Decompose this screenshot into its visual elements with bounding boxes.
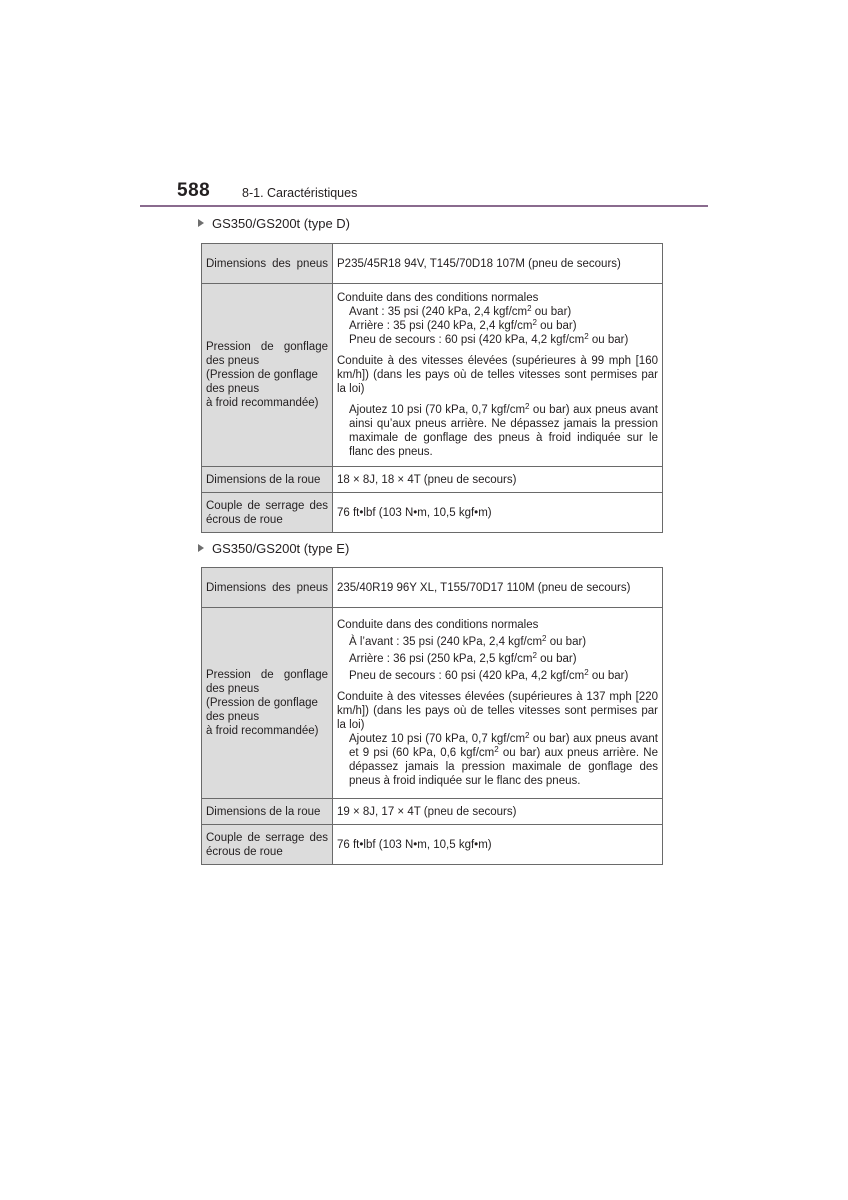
section-title: 8-1. Caractéristiques — [242, 186, 358, 200]
section-heading-text: GS350/GS200t (type E) — [212, 541, 350, 556]
page-header — [174, 176, 708, 210]
triangle-bullet-icon — [198, 219, 204, 227]
table-row-wheel — [202, 799, 663, 825]
spec-table-type-e — [201, 567, 663, 865]
high-speed-text: Conduite à des vitesses élevées (supérieures à 137 mph [220 km/h]) (dans les pays où de telles vitesses sont permises par la loi) — [337, 691, 658, 731]
torque-label: Couple de serrage des écrous de roue — [202, 825, 333, 865]
wheel-value: 18 × 8J, 18 × 4T (pneu de secours) — [333, 467, 663, 493]
torque-value: 76 ft•lbf (103 N•m, 10,5 kgf•m) — [333, 825, 663, 865]
torque-label: Couple de serrage des écrous de roue — [202, 493, 333, 533]
table-row-pressure — [202, 608, 663, 799]
torque-value: 76 ft•lbf (103 N•m, 10,5 kgf•m) — [333, 493, 663, 533]
section-heading-type-d — [198, 216, 350, 231]
wheel-label: Dimensions de la roue — [202, 799, 333, 825]
table-row-pressure — [202, 284, 663, 467]
header-rule — [140, 205, 708, 207]
spare-pressure: Pneu de secours : 60 psi (420 kPa, 4,2 kgf/$cm^2$ ou bar) — [349, 668, 629, 682]
pressure-label: Pression de gonflage des pneus (Pression de gonflage des pneus à froid recommandée) — [202, 284, 333, 467]
front-pressure: Avant : 35 psi (240 kPa, 2,4 kgf/$cm^2$ ou bar) — [349, 304, 572, 318]
pressure-label: Pression de gonflage des pneus (Pression de gonflage des pneus à froid recommandée) — [202, 608, 333, 799]
page-number: 588 — [177, 180, 211, 201]
add-pressure-text: Ajoutez 10 psi (70 kPa, 0,7 kgf/$cm^2$ ou bar) aux pneus avant ainsi qu’aux pneus arrière. Ne dépassez jamais la pression maximale de gonflage des pneus à froid indiquée sur le flanc des pneus. — [349, 402, 658, 458]
normal-conditions-title: Conduite dans des conditions normales — [337, 292, 539, 304]
tire-size-label: Dimensions des pneus — [202, 568, 333, 608]
table-row-tire-size — [202, 244, 663, 284]
tire-size-label: Dimensions des pneus — [202, 244, 333, 284]
tire-size-value: 235/40R19 96Y XL, T155/70D17 110M (pneu de secours) — [333, 568, 663, 608]
pressure-value — [333, 284, 663, 467]
table-row-wheel — [202, 467, 663, 493]
triangle-bullet-icon — [198, 544, 204, 552]
tire-size-value: P235/45R18 94V, T145/70D18 107M (pneu de secours) — [333, 244, 663, 284]
table-row-tire-size — [202, 568, 663, 608]
add-pressure-text: Ajoutez 10 psi (70 kPa, 0,7 kgf/$cm^2$ ou bar) aux pneus avant et 9 psi (60 kPa, 0,6 kgf/$cm^2$ ou bar) aux pneus arrière. Ne dépassez jamais la pression maximale de gonflage des pneus à froid indiquée sur le flanc des pneus. — [349, 731, 658, 787]
spec-table-type-d — [201, 243, 663, 533]
table-row-torque — [202, 825, 663, 865]
spare-pressure: Pneu de secours : 60 psi (420 kPa, 4,2 kgf/$cm^2$ ou bar) — [349, 332, 629, 346]
section-heading-type-e — [198, 541, 349, 556]
wheel-value: 19 × 8J, 17 × 4T (pneu de secours) — [333, 799, 663, 825]
normal-conditions-title: Conduite dans des conditions normales — [337, 619, 539, 631]
pressure-value — [333, 608, 663, 799]
wheel-label: Dimensions de la roue — [202, 467, 333, 493]
high-speed-text: Conduite à des vitesses élevées (supérieures à 99 mph [160 km/h]) (dans les pays où de telles vitesses sont permises par la loi) — [337, 355, 658, 395]
rear-pressure: Arrière : 36 psi (250 kPa, 2,5 kgf/$cm^2$ ou bar) — [349, 651, 577, 665]
rear-pressure: Arrière : 35 psi (240 kPa, 2,4 kgf/$cm^2$ ou bar) — [349, 318, 577, 332]
front-pressure: À l’avant : 35 psi (240 kPa, 2,4 kgf/$cm^2$ ou bar) — [349, 634, 587, 648]
table-row-torque — [202, 493, 663, 533]
section-heading-text: GS350/GS200t (type D) — [212, 216, 351, 231]
